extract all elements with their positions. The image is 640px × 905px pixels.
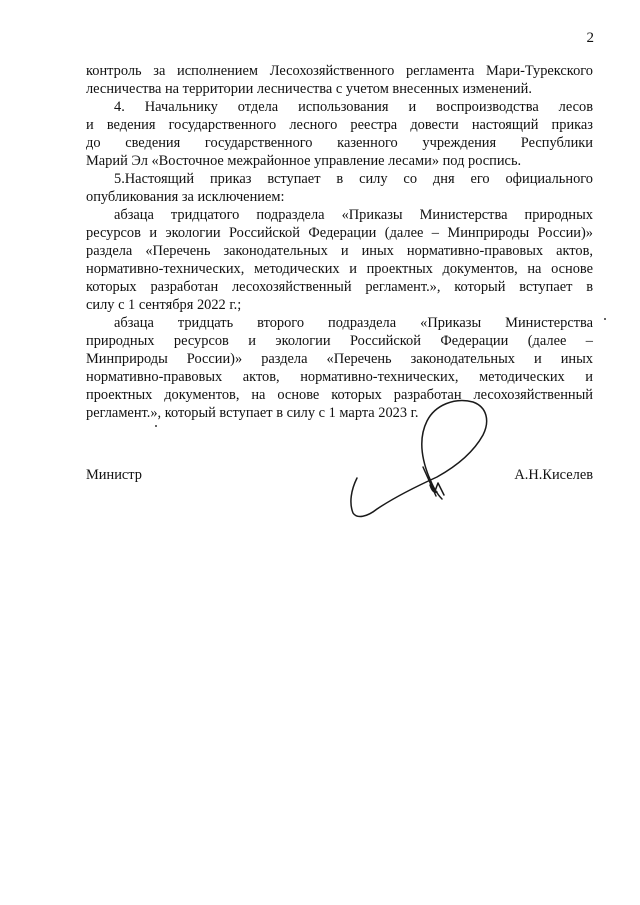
text-line: силу с 1 сентября 2022 г.;: [86, 297, 242, 313]
page-number: 2: [586, 30, 594, 46]
text-line: нормативно-правовых актов, нормативно-технических, методических и: [86, 369, 593, 385]
text-line: ресурсов и экологии Российской Федерации (далее – Минприроды России)»: [86, 225, 593, 241]
text-line: контроль за исполнением Лесохозяйственного регламента Мари-Турекского: [86, 63, 593, 79]
text-line: которых разработан лесохозяйственный регламент.», который вступает в: [86, 279, 593, 295]
handwritten-signature: [345, 395, 505, 525]
text-line: 5.Настоящий приказ вступает в силу со дня его официального: [114, 171, 593, 187]
scan-speck: [604, 318, 606, 320]
text-line: лесничества на территории лесничества с учетом внесенных изменений.: [86, 81, 532, 97]
text-line: нормативно-технических, методических и проектных документов, на основе: [86, 261, 593, 277]
text-line: до сведения государственного казенного учреждения Республики: [86, 135, 593, 151]
text-line: Марий Эл «Восточное межрайонное управление лесами» под роспись.: [86, 153, 522, 169]
text-line: абзаца тридцатого подраздела «Приказы Министерства природных: [114, 207, 593, 223]
text-line: 4. Начальнику отдела использования и воспроизводства лесов: [114, 99, 593, 115]
text-line: опубликования за исключением:: [86, 189, 285, 205]
text-line: регламент.», который вступает в силу с 1 марта 2023 г.: [86, 405, 419, 421]
text-line: природных ресурсов и экологии Российской Федерации (далее –: [86, 333, 593, 349]
text-line: и ведения государственного лесного реестра довести настоящий приказ: [86, 117, 593, 133]
text-line: раздела «Перечень законодательных и иных нормативно-правовых актов,: [86, 243, 593, 259]
signatory-name: А.Н.Киселев: [514, 467, 593, 483]
text-line: абзаца тридцать второго подраздела «Приказы Министерства: [114, 315, 593, 331]
text-line: Минприроды России)» раздела «Перечень законодательных и иных: [86, 351, 593, 367]
signatory-title: Министр: [86, 467, 142, 483]
scan-speck: [155, 425, 157, 427]
text-line: проектных документов, на основе которых разработан лесохозяйственный: [86, 387, 593, 403]
